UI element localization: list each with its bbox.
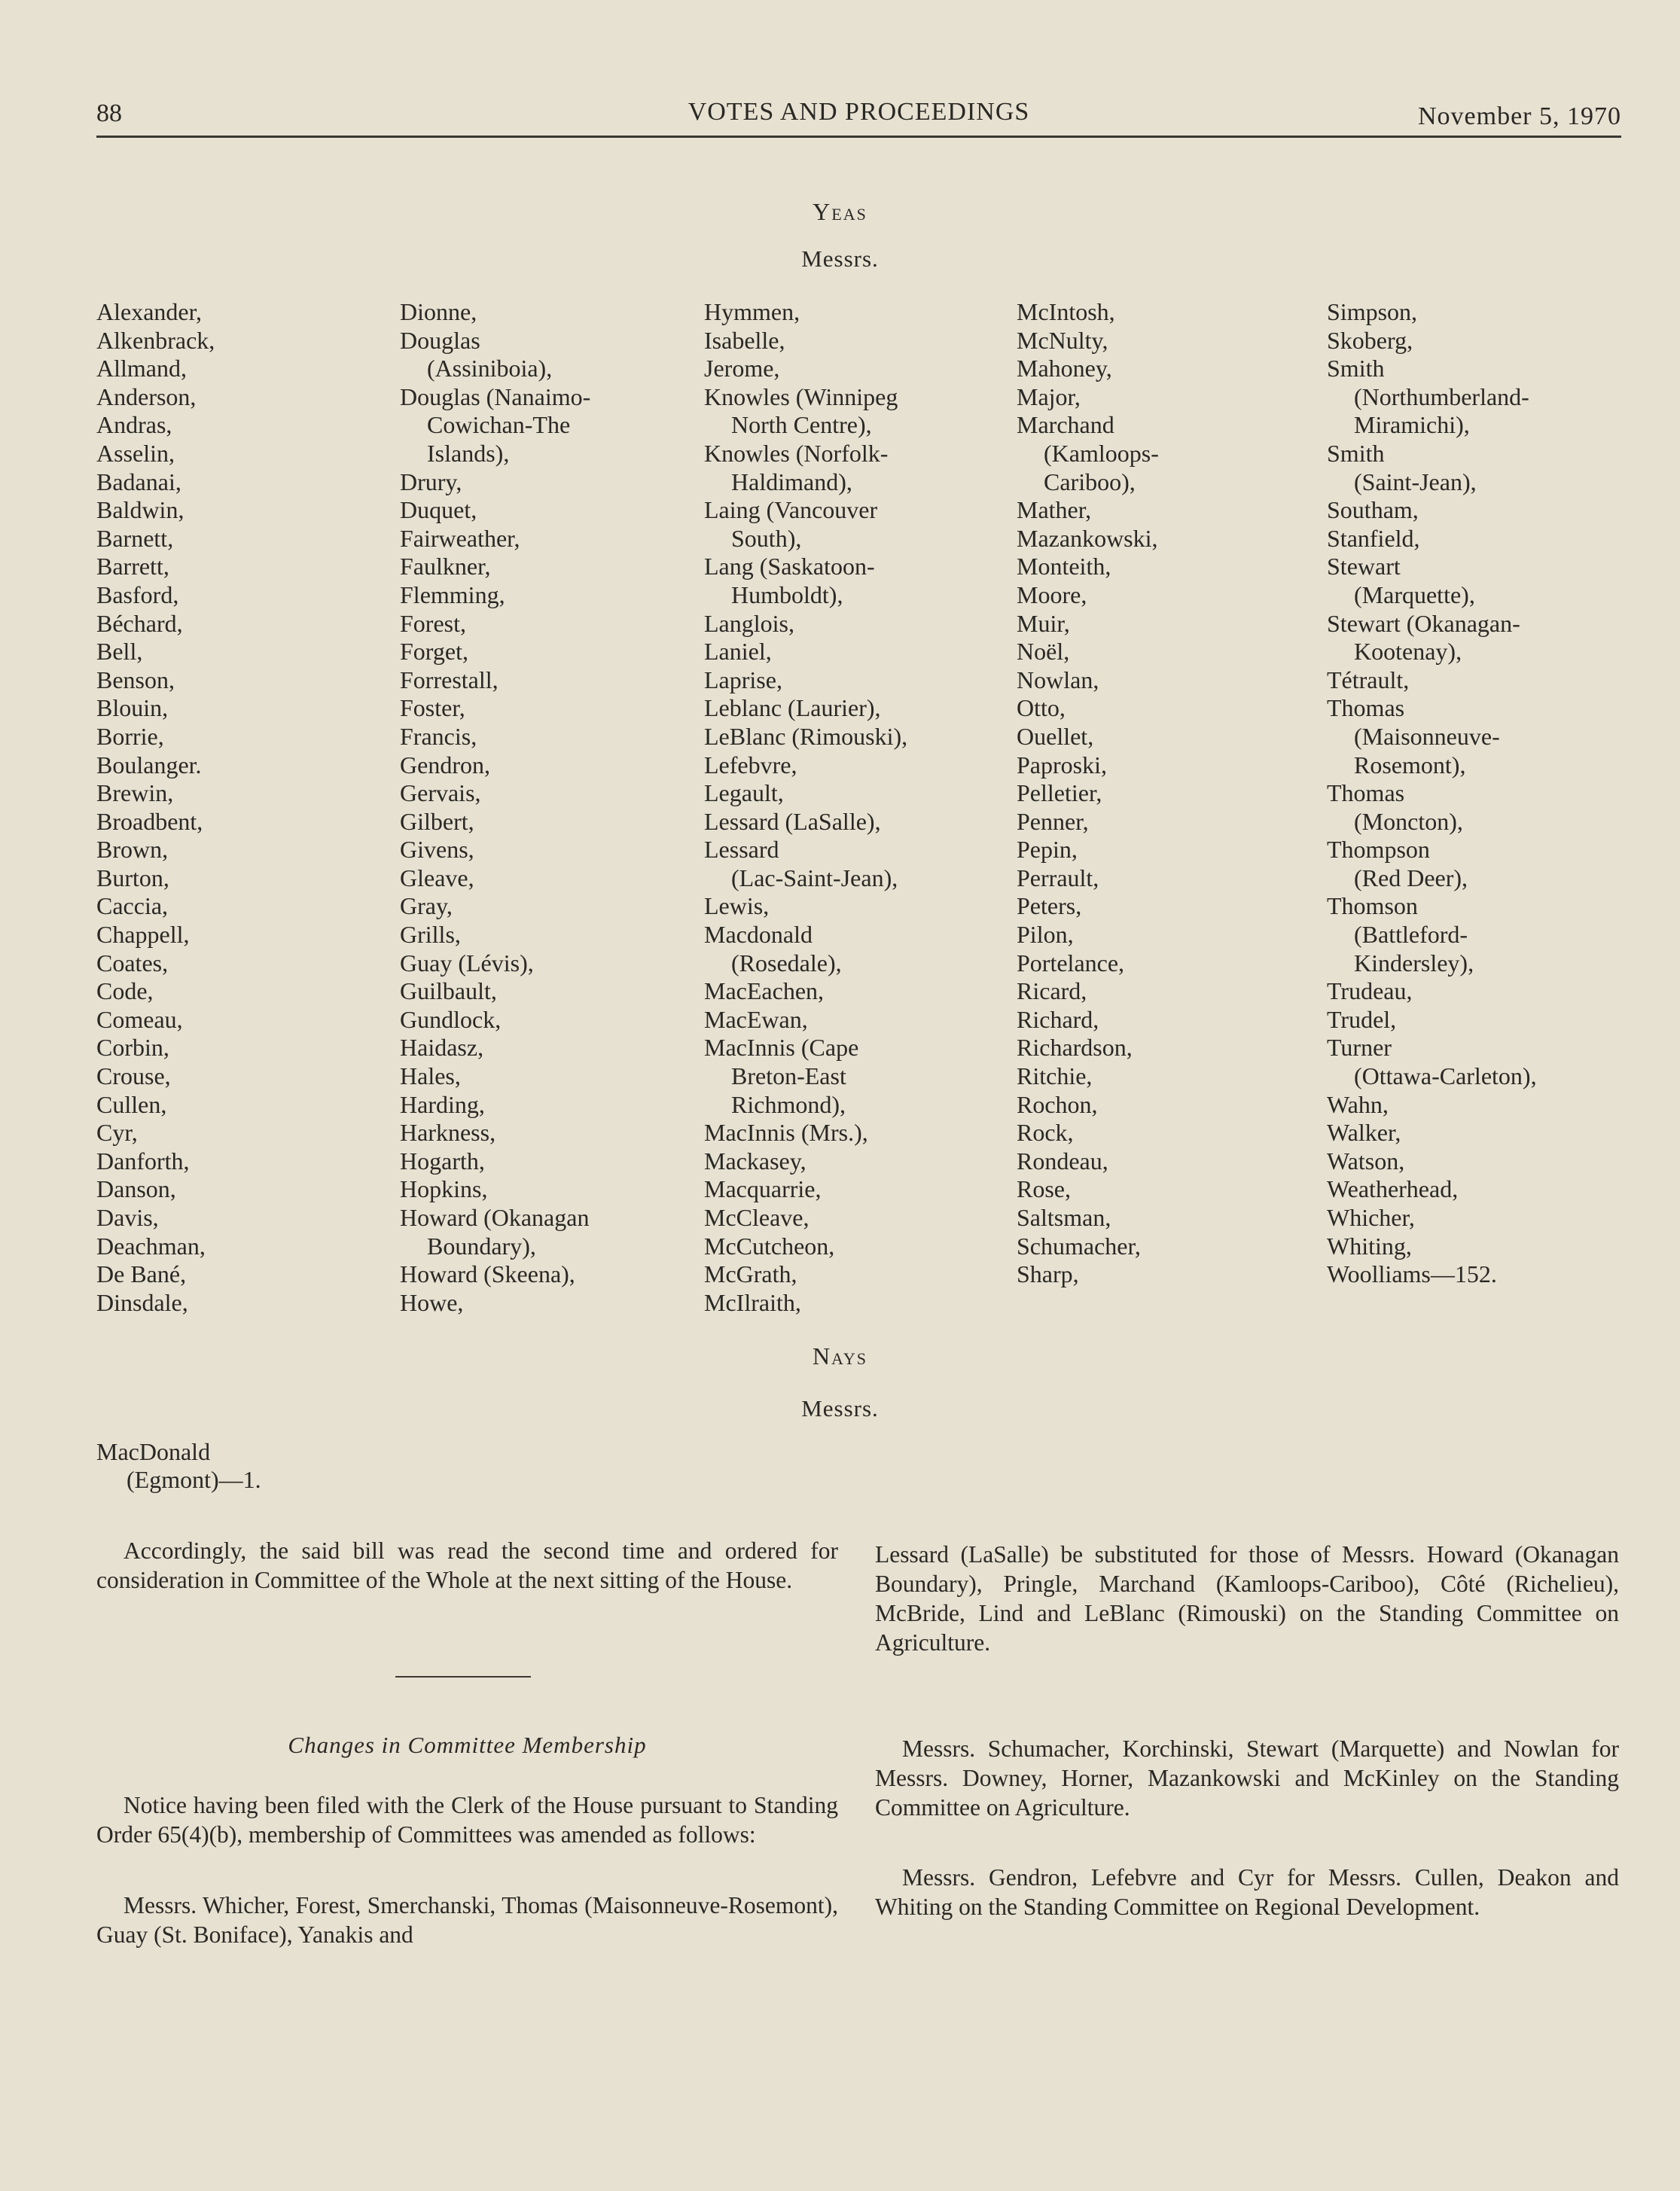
accordingly-paragraph: Accordingly, the said bill was read the second time and ordered for consideration in Committee of the Whole at the next sitting of the House. <box>96 1537 838 1593</box>
yea-name-line: (Maisonneuve- <box>1354 722 1500 750</box>
yea-name-line: Marchand <box>1017 411 1114 439</box>
yea-name-line: Saltsman, <box>1017 1204 1111 1231</box>
yea-name-line: Langlois, <box>704 609 794 637</box>
yea-name-line: Forget, <box>400 638 468 666</box>
yea-name-line: (Red Deer), <box>1354 864 1468 891</box>
yea-name-line: Ouellet, <box>1017 722 1094 750</box>
yea-name-line: Isabelle, <box>704 326 785 354</box>
yea-name-line: Mazankowski, <box>1017 524 1158 552</box>
yea-name-line: Lewis, <box>704 892 770 920</box>
yea-name-line: Knowles (Norfolk- <box>704 439 889 467</box>
nays-heading: Nays <box>812 1342 868 1370</box>
yea-name-line: MacInnis (Cape <box>704 1034 859 1062</box>
yea-name-line: Laniel, <box>704 638 772 666</box>
yea-name-line: Watson, <box>1327 1147 1405 1175</box>
yea-name-line: Thomas <box>1327 694 1405 722</box>
yea-name-line: Blouin, <box>96 694 169 722</box>
section-divider <box>395 1676 531 1678</box>
yea-name-line: Hymmen, <box>704 298 800 325</box>
yea-name-line: Hales, <box>400 1062 461 1090</box>
yea-name-line: Thompson <box>1327 836 1430 864</box>
yea-name-line: Code, <box>96 977 154 1005</box>
yea-name-line: (Lac-Saint-Jean), <box>731 864 898 891</box>
lessard-continuation-paragraph: Lessard (LaSalle) be substituted for those of Messrs. Howard (Okanagan Boundary), Pringle, Marchand (Kamloops-Cariboo), Côté (Richelieu), McBride, Lind and LeBlanc (Rimouski) on the Standing Committee on Agriculture. <box>875 1541 1619 1656</box>
yea-name-line: Comeau, <box>96 1005 183 1033</box>
nays-list <box>96 1438 261 1494</box>
yea-name-line: Rock, <box>1017 1119 1074 1147</box>
yea-name-line: Gleave, <box>400 864 474 891</box>
yea-name-line: Paproski, <box>1017 751 1107 779</box>
yea-name-line: Drury, <box>400 468 462 495</box>
yea-name-line: Haidasz, <box>400 1034 484 1062</box>
yea-name-line: Anderson, <box>96 382 197 410</box>
yea-name-line: Davis, <box>96 1204 159 1231</box>
yea-name-line: Benson, <box>96 666 175 693</box>
yea-name-line: Broadbent, <box>96 807 203 835</box>
yea-name-line: Laing (Vancouver <box>704 496 878 524</box>
yea-name-line: Andras, <box>96 411 172 439</box>
yeas-heading: Yeas <box>813 198 867 225</box>
yea-name-line: Barnett, <box>96 524 174 552</box>
yea-name-line: Pelletier, <box>1017 779 1102 807</box>
yea-name-line: Trudeau, <box>1327 977 1413 1005</box>
yea-name-line: McGrath, <box>704 1260 797 1288</box>
yea-name-line: Perrault, <box>1017 864 1099 891</box>
yea-name-line: Lang (Saskatoon- <box>704 553 875 581</box>
yea-name-line: Gundlock, <box>400 1005 502 1033</box>
yea-name-line: Fairweather, <box>400 524 520 552</box>
yea-name-line: McCutcheon, <box>704 1232 835 1260</box>
yea-name-line: Francis, <box>400 722 477 750</box>
yea-name-line: De Bané, <box>96 1260 187 1288</box>
yea-name-line: Smith <box>1327 355 1385 382</box>
yea-name-line: Monteith, <box>1017 553 1111 581</box>
yea-name-line: Humboldt), <box>731 581 843 608</box>
nays-name-riding: (Egmont)—1. <box>127 1466 261 1493</box>
yeas-column-1 <box>96 298 215 1317</box>
yea-name-line: Foster, <box>400 694 465 722</box>
yea-name-line: Otto, <box>1017 694 1066 722</box>
yeas-column-5 <box>1327 298 1537 1289</box>
yea-name-line: Crouse, <box>96 1062 171 1090</box>
yea-name-line: Boulanger. <box>96 751 202 779</box>
yea-name-line: Béchard, <box>96 609 183 637</box>
yea-name-line: Corbin, <box>96 1034 169 1062</box>
yea-name-line: Lefebvre, <box>704 751 797 779</box>
yea-name-line: Breton-East <box>731 1062 846 1090</box>
yea-name-line: Lessard <box>704 836 779 864</box>
yea-name-line: Knowles (Winnipeg <box>704 382 898 410</box>
yea-name-line: Grills, <box>400 921 461 949</box>
yea-name-line: Miramichi), <box>1354 411 1470 439</box>
yea-name-line: Gray, <box>400 892 453 920</box>
yea-name-line: MacEwan, <box>704 1005 808 1033</box>
yea-name-line: Richmond), <box>731 1090 846 1118</box>
header-date: November 5, 1970 <box>1417 102 1621 130</box>
notice-paragraph: Notice having been filed with the Clerk of the House pursuant to Standing Order 65(4)(b), membership of Committees was amended as follows: <box>96 1792 838 1848</box>
yea-name-line: (Moncton), <box>1354 807 1463 835</box>
yea-name-line: McIntosh, <box>1017 298 1115 325</box>
yea-name-line: Kindersley), <box>1354 949 1474 977</box>
yea-name-line: Islands), <box>427 439 510 467</box>
yea-name-line: Mackasey, <box>704 1147 806 1175</box>
yea-name-line: Kootenay), <box>1354 638 1462 666</box>
yea-name-line: Ricard, <box>1017 977 1087 1005</box>
yea-name-line: Stanfield, <box>1327 524 1420 552</box>
yea-name-line: McIlraith, <box>704 1288 801 1316</box>
yea-name-line: Gendron, <box>400 751 490 779</box>
yea-name-line: Duquet, <box>400 496 477 524</box>
yea-name-line: Richardson, <box>1017 1034 1133 1062</box>
yea-name-line: Asselin, <box>96 439 175 467</box>
yea-name-line: Hogarth, <box>400 1147 485 1175</box>
yea-name-line: Macdonald <box>704 921 813 949</box>
yea-name-line: Schumacher, <box>1017 1232 1141 1260</box>
yea-name-line: McCleave, <box>704 1204 810 1231</box>
changes-subheading: Changes in Committee Membership <box>288 1732 647 1758</box>
page-number: 88 <box>96 99 122 127</box>
yea-name-line: Noël, <box>1017 638 1070 666</box>
yea-name-line: (Saint-Jean), <box>1354 468 1477 495</box>
yea-name-line: (Ottawa-Carleton), <box>1354 1062 1537 1090</box>
yea-name-line: Jerome, <box>704 355 780 382</box>
yea-name-line: (Kamloops- <box>1044 439 1159 467</box>
yea-name-line: Thomson <box>1327 892 1418 920</box>
yea-name-line: Stewart <box>1327 553 1401 581</box>
yea-name-line: Legault, <box>704 779 784 807</box>
yea-name-line: (Battleford- <box>1354 921 1468 949</box>
yea-name-line: Ritchie, <box>1017 1062 1093 1090</box>
yea-name-line: Rosemont), <box>1354 751 1466 779</box>
yea-name-line: Givens, <box>400 836 474 864</box>
yea-name-line: Whicher, <box>1327 1204 1415 1231</box>
yea-name-line: Rose, <box>1017 1175 1071 1203</box>
yea-name-line: Danson, <box>96 1175 176 1203</box>
yea-name-line: Howard (Okanagan <box>400 1204 590 1231</box>
yea-name-line: Harding, <box>400 1090 485 1118</box>
yea-name-line: Deachman, <box>96 1232 206 1260</box>
yea-name-line: Portelance, <box>1017 949 1125 977</box>
yea-name-line: Baldwin, <box>96 496 184 524</box>
gendron-paragraph: Messrs. Gendron, Lefebvre and Cyr for Messrs. Cullen, Deakon and Whiting on the Standing Committee on Regional Development. <box>875 1864 1619 1920</box>
whicher-paragraph: Messrs. Whicher, Forest, Smerchanski, Thomas (Maisonneuve-Rosemont), Guay (St. Boniface), Yanakis and <box>96 1892 838 1948</box>
yea-name-line: McNulty, <box>1017 326 1108 354</box>
yea-name-line: Boundary), <box>427 1232 536 1260</box>
yea-name-line: Thomas <box>1327 779 1405 807</box>
yea-name-line: Smith <box>1327 439 1385 467</box>
yea-name-line: LeBlanc (Rimouski), <box>704 722 908 750</box>
yea-name-line: Douglas <box>400 326 480 354</box>
yea-name-line: Cariboo), <box>1044 468 1136 495</box>
yea-name-line: Weatherhead, <box>1327 1175 1459 1203</box>
yea-name-line: (Rosedale), <box>731 949 842 977</box>
yea-name-line: Walker, <box>1327 1119 1401 1147</box>
yea-name-line: Burton, <box>96 864 169 891</box>
yea-name-line: Bell, <box>96 638 143 666</box>
yea-name-line: Lessard (LaSalle), <box>704 807 881 835</box>
yea-name-line: Howard (Skeena), <box>400 1260 575 1288</box>
yea-name-line: Danforth, <box>96 1147 190 1175</box>
yea-name-line: North Centre), <box>731 411 872 439</box>
yea-name-line: MacInnis (Mrs.), <box>704 1119 868 1147</box>
page-header <box>96 96 1621 138</box>
yea-name-line: (Northumberland- <box>1354 382 1529 410</box>
yea-name-line: Harkness, <box>400 1119 496 1147</box>
yeas-column-4 <box>1017 298 1159 1289</box>
yea-name-line: Dionne, <box>400 298 477 325</box>
yea-name-line: Southam, <box>1327 496 1419 524</box>
yea-name-line: Tétrault, <box>1327 666 1410 693</box>
yea-name-line: Cowichan-The <box>427 411 571 439</box>
yea-name-line: Gervais, <box>400 779 481 807</box>
yea-name-line: Woolliams—152. <box>1327 1260 1497 1288</box>
yea-name-line: Borrie, <box>96 722 164 750</box>
schumacher-paragraph: Messrs. Schumacher, Korchinski, Stewart (Marquette) and Nowlan for Messrs. Downey, Horner, Mazankowski and McKinley on the Standing Committee on Agriculture. <box>875 1735 1619 1821</box>
yea-name-line: Alkenbrack, <box>96 326 215 354</box>
yea-name-line: Nowlan, <box>1017 666 1099 693</box>
yea-name-line: Pilon, <box>1017 921 1074 949</box>
yea-name-line: Alexander, <box>96 298 202 325</box>
yea-name-line: Guilbault, <box>400 977 497 1005</box>
yea-name-line: Rochon, <box>1017 1090 1098 1118</box>
yea-name-line: Leblanc (Laurier), <box>704 694 881 722</box>
yea-name-line: Macquarrie, <box>704 1175 822 1203</box>
yea-name-line: Douglas (Nanaimo- <box>400 382 591 410</box>
yea-name-line: Forrestall, <box>400 666 499 693</box>
yea-name-line: (Marquette), <box>1354 581 1475 608</box>
yea-name-line: South), <box>731 524 802 552</box>
yea-name-line: Mahoney, <box>1017 355 1112 382</box>
yea-name-line: Muir, <box>1017 609 1070 637</box>
yea-name-line: Simpson, <box>1327 298 1418 325</box>
yea-name-line: Flemming, <box>400 581 505 608</box>
running-title: VOTES AND PROCEEDINGS <box>688 98 1030 126</box>
yea-name-line: Chappell, <box>96 921 190 949</box>
yea-name-line: Guay (Lévis), <box>400 949 534 977</box>
yea-name-line: Wahn, <box>1327 1090 1389 1118</box>
yeas-column-3 <box>704 298 907 1317</box>
nays-name: MacDonald <box>96 1438 211 1465</box>
yea-name-line: Mather, <box>1017 496 1092 524</box>
yea-name-line: Coates, <box>96 949 169 977</box>
yea-name-line: Whiting, <box>1327 1232 1412 1260</box>
yea-name-line: (Assiniboia), <box>427 355 553 382</box>
yea-name-line: Gilbert, <box>400 807 474 835</box>
yea-name-line: Dinsdale, <box>96 1288 188 1316</box>
yeas-subheading: Messrs. <box>801 245 879 272</box>
yea-name-line: Rondeau, <box>1017 1147 1108 1175</box>
yea-name-line: Laprise, <box>704 666 782 693</box>
yea-name-line: Peters, <box>1017 892 1082 920</box>
yea-name-line: Sharp, <box>1017 1260 1079 1288</box>
yea-name-line: Barrett, <box>96 553 169 581</box>
yea-name-line: Allmand, <box>96 355 187 382</box>
yea-name-line: Badanai, <box>96 468 181 495</box>
yea-name-line: Pepin, <box>1017 836 1078 864</box>
yea-name-line: Caccia, <box>96 892 169 920</box>
yea-name-line: Haldimand), <box>731 468 852 495</box>
yea-name-line: Turner <box>1327 1034 1392 1062</box>
yea-name-line: Penner, <box>1017 807 1089 835</box>
yea-name-line: Trudel, <box>1327 1005 1397 1033</box>
yea-name-line: Skoberg, <box>1327 326 1413 354</box>
yea-name-line: Brown, <box>96 836 169 864</box>
yea-name-line: Brewin, <box>96 779 174 807</box>
yea-name-line: Hopkins, <box>400 1175 488 1203</box>
yea-name-line: Major, <box>1017 382 1081 410</box>
yea-name-line: Stewart (Okanagan- <box>1327 609 1520 637</box>
yea-name-line: Faulkner, <box>400 553 491 581</box>
yeas-column-2 <box>400 298 590 1317</box>
yea-name-line: Moore, <box>1017 581 1087 608</box>
yea-name-line: Basford, <box>96 581 179 608</box>
yea-name-line: Cyr, <box>96 1119 138 1147</box>
nays-subheading: Messrs. <box>801 1395 879 1422</box>
yea-name-line: Forest, <box>400 609 466 637</box>
yea-name-line: Cullen, <box>96 1090 167 1118</box>
yea-name-line: Howe, <box>400 1288 464 1316</box>
yea-name-line: MacEachen, <box>704 977 825 1005</box>
yea-name-line: Richard, <box>1017 1005 1099 1033</box>
